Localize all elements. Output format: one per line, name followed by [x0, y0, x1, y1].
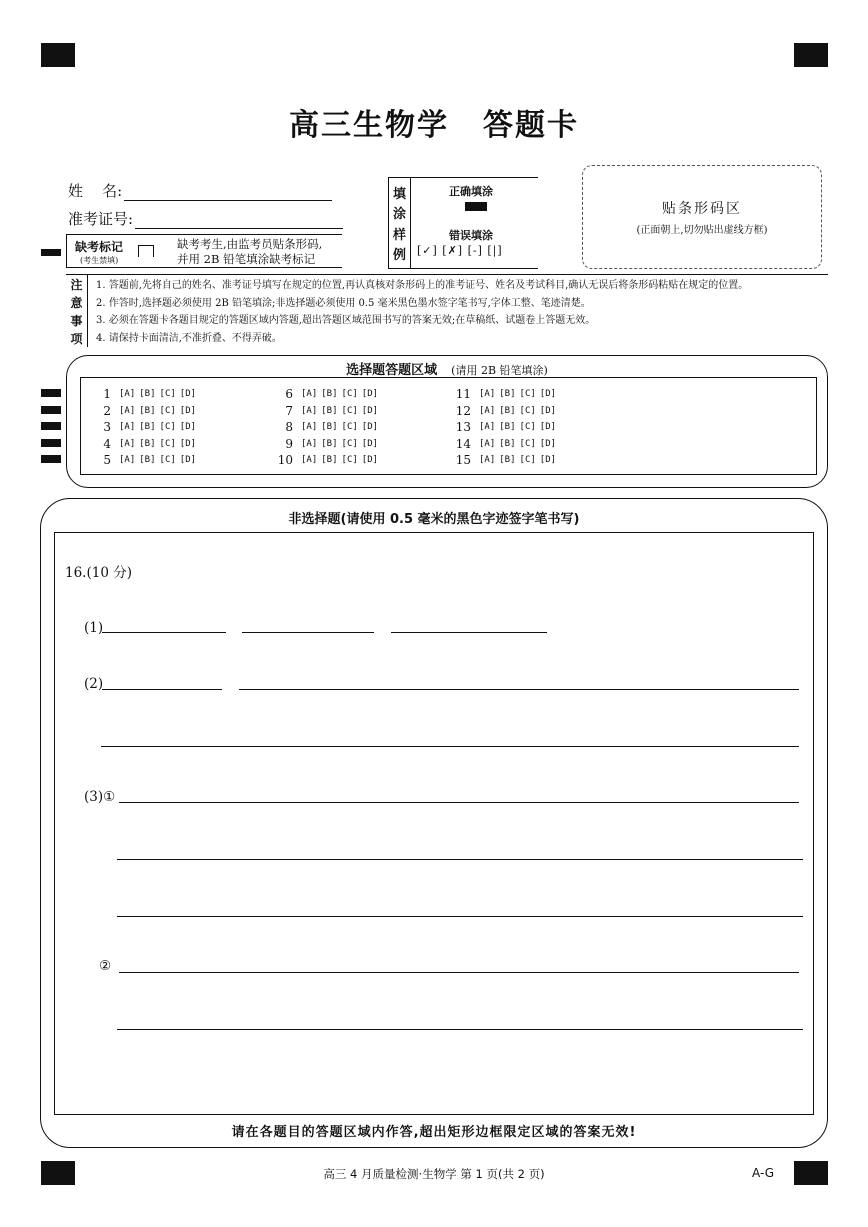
- vchar: 例: [392, 248, 406, 264]
- barcode-area: [582, 165, 822, 269]
- timing-mark: [41, 439, 61, 447]
- mc-option-bubble[interactable]: [C]: [341, 438, 358, 449]
- mc-option-bubble[interactable]: [D]: [361, 389, 379, 399]
- answer-line[interactable]: [242, 632, 374, 633]
- mc-option-bubble[interactable]: [C]: [519, 422, 536, 432]
- answer-line[interactable]: [239, 689, 799, 690]
- mc-option-bubble[interactable]: [A]: [479, 455, 496, 465]
- mc-option-bubble[interactable]: [B]: [139, 438, 156, 449]
- mc-hint: (请用 2B 铅笔填涂): [451, 364, 548, 377]
- mc-option-bubble[interactable]: [A]: [479, 389, 496, 399]
- mc-option-bubble[interactable]: [A]: [119, 455, 136, 465]
- answer-line[interactable]: [391, 632, 547, 633]
- mc-question-number: 6: [285, 387, 293, 401]
- title-sub: 答题卡: [483, 108, 579, 143]
- divider: [54, 532, 814, 533]
- mc-option-bubble[interactable]: [A]: [301, 455, 318, 465]
- note-item: 2. 作答时,选择题必须使用 2B 铅笔填涂;非选择题必须使用 0.5 毫米黑色墨水签字笔书写,字体工整、笔迹清楚。: [96, 297, 591, 309]
- mc-option-bubble[interactable]: [B]: [321, 455, 338, 465]
- mc-option-bubble[interactable]: [B]: [321, 405, 338, 416]
- mc-question-row: [89, 386, 196, 403]
- part-3b-label: ②: [99, 958, 112, 974]
- mc-question-row: [271, 403, 378, 420]
- absent-sub-label: (考生禁填): [80, 256, 119, 265]
- name-label: 姓 名:: [68, 182, 123, 200]
- answer-line[interactable]: [102, 632, 226, 633]
- multiple-choice-section: [66, 355, 828, 488]
- mc-option-bubble[interactable]: [A]: [479, 422, 496, 432]
- mc-option-bubble[interactable]: [C]: [341, 455, 358, 465]
- exam-id-label: 准考证号:: [68, 210, 134, 228]
- mc-option-bubble[interactable]: [C]: [159, 389, 176, 399]
- mc-option-bubble[interactable]: [B]: [139, 405, 156, 416]
- mc-option-bubble[interactable]: [B]: [321, 389, 338, 399]
- mc-option-bubble[interactable]: [A]: [301, 389, 318, 399]
- timing-mark: [41, 406, 61, 414]
- name-input-line[interactable]: [124, 187, 332, 201]
- mc-question-number: 5: [103, 453, 111, 467]
- fill-wrong-label: 错误填涂: [449, 229, 493, 242]
- mc-option-bubble[interactable]: [A]: [301, 422, 318, 432]
- mc-question-row: [449, 436, 556, 453]
- multiple-choice-title: [67, 359, 827, 378]
- mc-option-bubble[interactable]: [D]: [361, 455, 379, 465]
- answer-line[interactable]: [117, 859, 803, 860]
- mc-question-number: 7: [285, 403, 293, 418]
- mc-option-bubble[interactable]: [A]: [479, 405, 496, 416]
- timing-mark: [41, 455, 61, 463]
- mc-option-bubble[interactable]: [B]: [139, 422, 156, 432]
- absent-text-2: 并用 2B 铅笔填涂缺考标记: [177, 252, 316, 266]
- mc-option-bubble[interactable]: [C]: [341, 422, 358, 432]
- part-1-label: (1): [84, 620, 104, 636]
- question-16-label: 16.(10 分): [65, 565, 132, 581]
- mc-option-bubble[interactable]: [C]: [159, 405, 176, 416]
- mc-option-bubble[interactable]: [B]: [139, 389, 156, 399]
- answer-area-warning: 请在各题目的答题区域内作答,超出矩形边框限定区域的答案无效!: [231, 1125, 637, 1140]
- mc-question-number: 9: [285, 436, 293, 451]
- answer-frame-left: [54, 532, 55, 1115]
- note-item: 1. 答题前,先将自己的姓名、准考证号填写在规定的位置,再认真核对条形码上的准考证号、姓名及考试科目,确认无误后将条形码粘贴在规定的位置。: [96, 280, 749, 291]
- vchar: 注: [70, 277, 83, 292]
- registration-mark-top-left: [41, 43, 75, 67]
- mc-option-bubble[interactable]: [A]: [119, 422, 136, 432]
- vchar: 项: [70, 331, 83, 346]
- exam-id-input-line[interactable]: [135, 215, 343, 229]
- mc-option-bubble[interactable]: [B]: [139, 455, 156, 465]
- mc-question-row: [449, 452, 556, 469]
- registration-mark-top-right: [794, 43, 828, 67]
- mc-question-row: [89, 403, 196, 420]
- mc-option-bubble[interactable]: [C]: [159, 438, 176, 449]
- timing-mark: [41, 389, 61, 397]
- open-question-section: [40, 498, 828, 1148]
- barcode-title: 贴条形码区: [662, 201, 742, 217]
- timing-mark: [41, 249, 61, 256]
- mc-question-row: [271, 386, 378, 403]
- page-title: [0, 100, 868, 144]
- answer-line[interactable]: [117, 916, 803, 917]
- answer-column: [89, 386, 196, 469]
- mc-option-bubble[interactable]: [D]: [361, 438, 379, 449]
- mc-option-bubble[interactable]: [D]: [539, 422, 557, 432]
- mc-question-row: [271, 452, 378, 469]
- fill-correct-label: 正确填涂: [449, 185, 493, 198]
- answer-line[interactable]: [102, 689, 222, 690]
- open-question-title: 非选择题(请使用 0.5 毫米的黑色字迹签字笔书写): [288, 512, 580, 527]
- mc-question-number: 4: [103, 436, 111, 451]
- mc-option-bubble[interactable]: [B]: [321, 438, 338, 449]
- mc-option-bubble[interactable]: [D]: [539, 455, 557, 465]
- mc-option-bubble[interactable]: [B]: [499, 455, 516, 465]
- mc-question-row: [271, 436, 378, 453]
- answer-line[interactable]: [117, 1029, 803, 1030]
- vchar: 样: [392, 227, 406, 243]
- mc-option-bubble[interactable]: [D]: [539, 438, 557, 449]
- absent-text-1: 缺考考生,由监考员贴条形码,: [177, 237, 323, 251]
- answer-column: [449, 386, 556, 469]
- mc-question-number: 8: [285, 420, 293, 434]
- name-field[interactable]: [68, 180, 332, 201]
- fill-example-vertical-label: [389, 178, 411, 268]
- note-item: 3. 必须在答题卡各题目规定的答题区域内答题,超出答题区域范围书写的答案无效;在草稿纸、试题卷上答题无效。: [96, 315, 596, 326]
- mc-option-bubble[interactable]: [A]: [301, 405, 318, 416]
- mc-question-number: 15: [455, 453, 471, 467]
- answer-line[interactable]: [101, 746, 799, 747]
- answer-line[interactable]: [119, 972, 799, 973]
- notes-section: [66, 274, 828, 346]
- mc-option-bubble[interactable]: [C]: [159, 422, 176, 432]
- mc-question-row: [89, 419, 196, 436]
- mc-question-row: [449, 403, 556, 420]
- mc-question-number: 2: [103, 403, 111, 418]
- wrong-fill-samples: [✓] [✗] [-] [|]: [417, 244, 503, 257]
- mc-option-bubble[interactable]: [C]: [519, 389, 536, 399]
- mc-option-bubble[interactable]: [A]: [479, 438, 496, 449]
- vchar: 填: [392, 186, 406, 202]
- timing-mark: [41, 422, 61, 430]
- mc-option-bubble[interactable]: [D]: [361, 422, 379, 432]
- mc-question-row: [449, 419, 556, 436]
- mc-option-bubble[interactable]: [D]: [539, 405, 557, 416]
- mc-option-bubble[interactable]: [D]: [179, 422, 197, 432]
- answer-column: [271, 386, 378, 469]
- mc-option-bubble[interactable]: [D]: [179, 438, 197, 449]
- page-footer: 高三 4 月质量检测·生物学 第 1 页(共 2 页): [323, 1167, 545, 1181]
- mc-question-number: 10: [277, 453, 293, 467]
- mc-option-bubble[interactable]: [D]: [179, 455, 197, 465]
- answer-grid: [80, 377, 817, 475]
- mc-question-number: 14: [455, 436, 471, 451]
- mc-question-row: [271, 419, 378, 436]
- mc-option-bubble[interactable]: [D]: [179, 405, 197, 416]
- mc-option-bubble[interactable]: [B]: [499, 389, 516, 399]
- mc-option-bubble[interactable]: [B]: [499, 405, 516, 416]
- mc-option-bubble[interactable]: [B]: [321, 422, 338, 432]
- mc-option-bubble[interactable]: [A]: [119, 389, 136, 399]
- mc-option-bubble[interactable]: [B]: [499, 422, 516, 432]
- mc-option-bubble[interactable]: [C]: [519, 438, 536, 449]
- answer-frame-right: [813, 532, 814, 1115]
- note-item: 4. 请保持卡面清洁,不准折叠、不得弄破。: [96, 332, 282, 344]
- vchar: 事: [70, 313, 83, 328]
- mc-option-bubble[interactable]: [D]: [179, 389, 197, 399]
- notes-list: [96, 277, 748, 347]
- mc-option-bubble[interactable]: [C]: [519, 455, 536, 465]
- mc-option-bubble[interactable]: [A]: [119, 405, 136, 416]
- mc-option-bubble[interactable]: [A]: [119, 438, 136, 449]
- paper-code: A-G: [752, 1166, 775, 1180]
- fill-example-box: [388, 177, 538, 269]
- absent-mark-box: [66, 234, 342, 268]
- vchar: 意: [70, 295, 83, 310]
- part-2-label: (2): [84, 676, 104, 692]
- mc-question-row: [89, 452, 196, 469]
- mc-option-bubble[interactable]: [C]: [159, 455, 176, 465]
- correct-fill-sample: [465, 202, 487, 211]
- notes-vertical-label: [66, 275, 88, 347]
- barcode-note: (正面朝上,切勿贴出虚线方框): [636, 225, 768, 236]
- mc-option-bubble[interactable]: [D]: [361, 405, 379, 416]
- answer-frame-bottom: [54, 1114, 814, 1115]
- exam-id-field[interactable]: [68, 208, 343, 229]
- absent-instructions: [177, 237, 322, 267]
- mc-option-bubble[interactable]: [A]: [301, 438, 318, 449]
- mc-option-bubble[interactable]: [C]: [341, 405, 358, 416]
- mc-option-bubble[interactable]: [C]: [519, 405, 536, 416]
- mc-option-bubble[interactable]: [C]: [341, 389, 358, 399]
- absent-label: 缺考标记: [75, 240, 124, 254]
- mc-question-number: 12: [455, 403, 471, 418]
- mc-title-text: 选择题答题区域: [346, 363, 438, 378]
- mc-question-row: [89, 436, 196, 453]
- title-main: 高三生物学: [289, 108, 449, 143]
- absent-checkbox[interactable]: [138, 245, 154, 257]
- mc-option-bubble[interactable]: [D]: [539, 389, 557, 399]
- mc-question-number: 11: [455, 387, 471, 401]
- mc-question-number: 1: [103, 387, 111, 401]
- mc-option-bubble[interactable]: [B]: [499, 438, 516, 449]
- part-3-label: (3)①: [84, 789, 116, 805]
- answer-line[interactable]: [119, 802, 799, 803]
- mc-question-number: 3: [103, 420, 111, 434]
- vchar: 涂: [392, 207, 406, 223]
- mc-question-number: 13: [455, 420, 471, 434]
- mc-question-row: [449, 386, 556, 403]
